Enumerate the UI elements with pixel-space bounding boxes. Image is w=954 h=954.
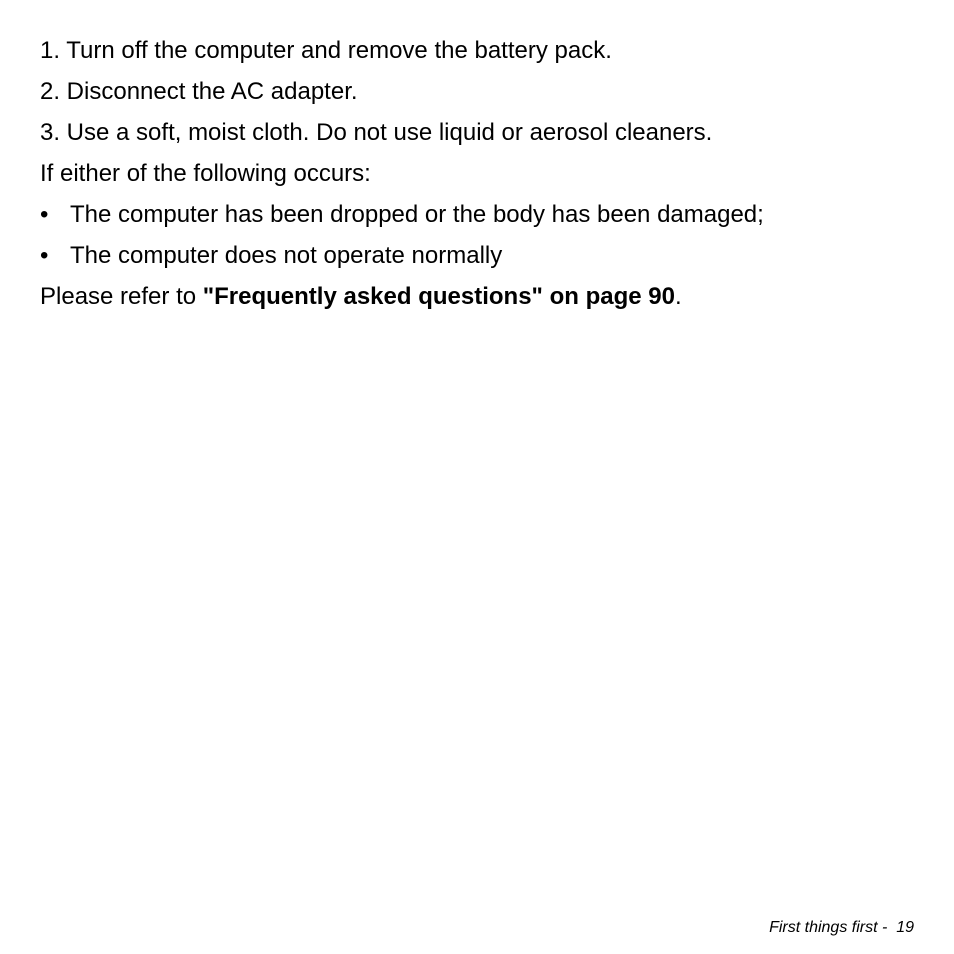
refer-suffix: . [674,283,682,310]
step-1: 1. Turn off the computer and remove the battery pack. [40,37,612,64]
bullet-icon: • [40,201,49,228]
bullet-icon: • [40,242,49,269]
page-number: 19 [896,919,914,936]
bullet-text: The computer does not operate normally [70,242,503,269]
footer-section-title: First things first - [769,919,888,936]
bullet-item-dropped [40,194,920,235]
page-footer [769,917,914,939]
refer-prefix: Please refer to [40,283,203,310]
bullet-text: The computer has been dropped or the body has been damaged; [70,201,764,228]
page-body [40,30,920,317]
faq-cross-reference-link[interactable]: "Frequently asked questions" on page 90 [202,283,675,310]
condition-intro: If either of the following occurs: [40,160,371,187]
refer-paragraph [40,276,920,317]
step-3: 3. Use a soft, moist cloth. Do not use liquid or aerosol cleaners. [40,119,713,146]
bullet-item-not-operating [40,235,920,276]
step-2: 2. Disconnect the AC adapter. [40,78,358,105]
